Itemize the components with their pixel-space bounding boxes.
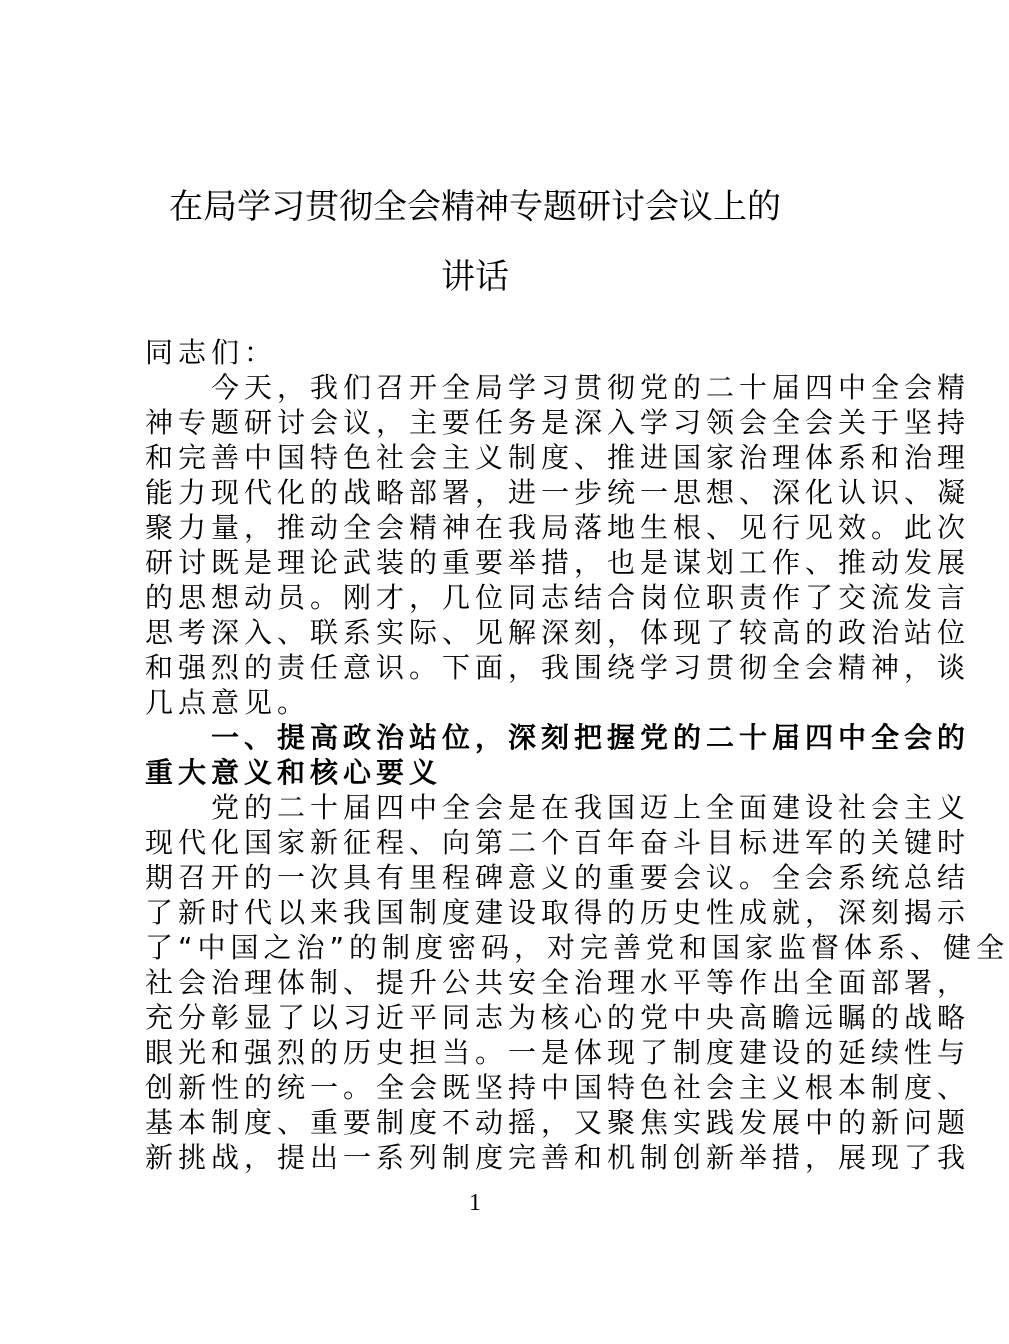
section-heading-line: 一、提高政治站位，深刻把握党的二十届四中全会的	[211, 721, 971, 754]
document-body	[145, 335, 1009, 1175]
paragraph-line: 基本制度、重要制度不动摇，又聚焦实践发展中的新问题	[145, 1106, 971, 1139]
paragraph-line: 期召开的一次具有里程碑意义的重要会议。全会系统总结	[145, 861, 971, 894]
paragraph-line: 今天，我们召开全局学习贯彻党的二十届四中全会精	[211, 371, 971, 404]
paragraph-line: 聚力量，推动全会精神在我局落地生根、见行见效。此次	[145, 511, 971, 544]
paragraph-line: 充分彰显了以习近平同志为核心的党中央高瞻远瞩的战略	[145, 1001, 971, 1034]
paragraph-line: 新挑战，提出一系列制度完善和机制创新举措，展现了我	[145, 1141, 971, 1174]
paragraph-line: 和强烈的责任意识。下面，我围绕学习贯彻全会精神，谈	[145, 651, 971, 684]
paragraph-line: 几点意见。	[145, 686, 311, 719]
page-number: 1	[469, 1190, 481, 1216]
paragraph-line: 了“中国之治”的制度密码，对完善党和国家监督体系、健全	[145, 931, 1009, 964]
title-line-2: 讲话	[441, 257, 509, 297]
paragraph-line: 能力现代化的战略部署，进一步统一思想、深化认识、凝	[145, 476, 971, 509]
paragraph-line: 眼光和强烈的历史担当。一是体现了制度建设的延续性与	[145, 1036, 971, 1069]
salutation: 同志们：	[145, 336, 278, 369]
paragraph-line: 神专题研讨会议，主要任务是深入学习领会全会关于坚持	[145, 406, 971, 439]
paragraph-line: 创新性的统一。全会既坚持中国特色社会主义根本制度、	[145, 1071, 971, 1104]
paragraph-line: 思考深入、联系实际、见解深刻，体现了较高的政治站位	[145, 616, 971, 649]
title-line-1: 在局学习贯彻全会精神专题研讨会议上的	[169, 187, 781, 227]
paragraph-line: 了新时代以来我国制度建设取得的历史性成就，深刻揭示	[145, 896, 971, 929]
paragraph-line: 和完善中国特色社会主义制度、推进国家治理体系和治理	[145, 441, 971, 474]
paragraph-line: 现代化国家新征程、向第二个百年奋斗目标进军的关键时	[145, 826, 971, 859]
paragraph-line: 党的二十届四中全会是在我国迈上全面建设社会主义	[211, 791, 971, 824]
section-heading-line: 重大意义和核心要义	[145, 756, 443, 789]
document-title	[0, 172, 950, 312]
paragraph-line: 社会治理体制、提升公共安全治理水平等作出全面部署，	[145, 966, 971, 999]
paragraph-line: 研讨既是理论武装的重要举措，也是谋划工作、推动发展	[145, 546, 971, 579]
paragraph-line: 的思想动员。刚才，几位同志结合岗位职责作了交流发言	[145, 581, 971, 614]
